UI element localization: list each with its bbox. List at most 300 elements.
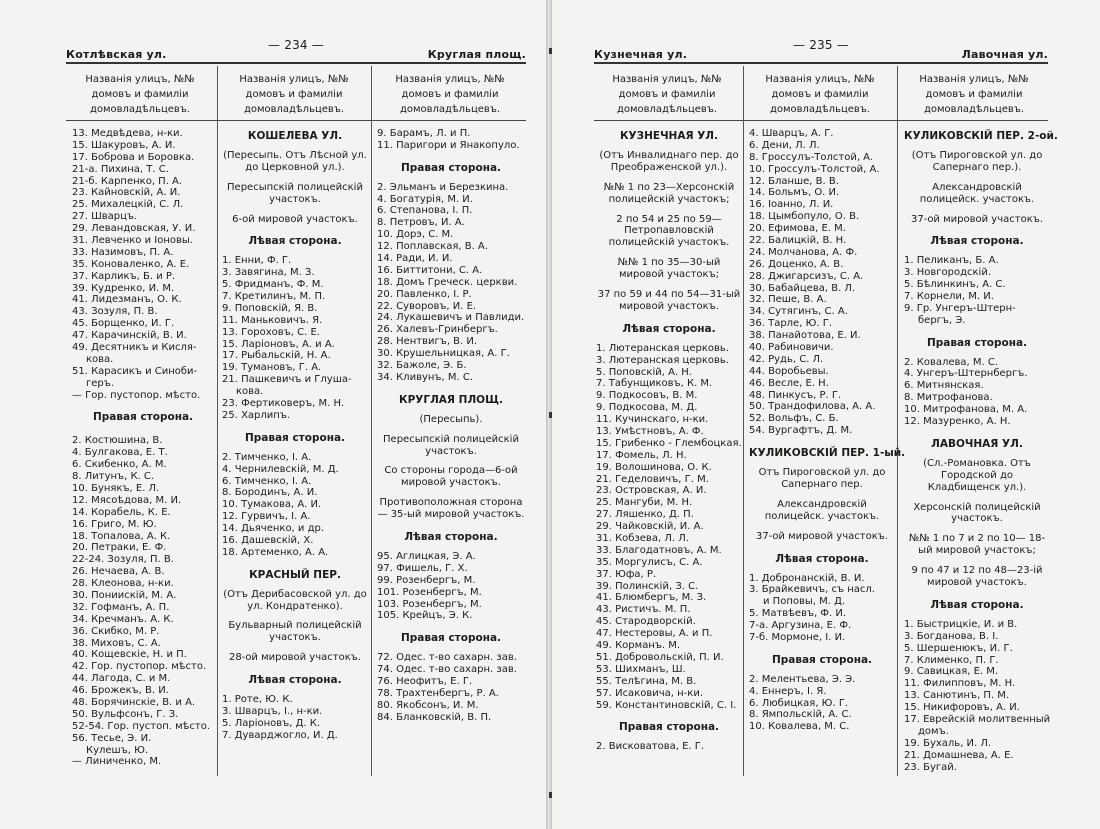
column-heading: Названія улицъ, №№ домовъ и фамиліи домовладѣльцевъ.: [919, 74, 1029, 115]
entry-continuation: кова.: [86, 353, 114, 365]
owner-entry: 5. Фридманъ, Ф. М.: [222, 279, 324, 291]
section-heading: Правая сторона.: [400, 161, 502, 174]
owner-entry: 38. Миховъ, С. А.: [72, 637, 161, 649]
owner-entry: 6. Скибенко, А. М.: [72, 459, 167, 471]
owner-entry: 19. Тумановъ, Г. А.: [222, 362, 322, 374]
spacer: [222, 664, 368, 672]
section-heading: Лѣвая сторона.: [930, 235, 1024, 248]
spacer: [904, 206, 1050, 214]
owner-entry: 13. Умѣстновъ, А. Ф.: [596, 426, 704, 438]
spacer: [596, 711, 742, 719]
spacer: [904, 589, 1050, 597]
spacer: [377, 457, 525, 465]
owner-entry: 7-б. Мормоне, І. И.: [749, 631, 846, 643]
owner-entry: 12. Гурвичъ, І. А.: [222, 511, 311, 523]
spacer: [596, 174, 742, 182]
spacer: [377, 521, 525, 529]
owner-entry: 5. Поповскій, А. Н.: [596, 366, 692, 378]
directory-column: [596, 128, 742, 753]
owner-entry: 9. Савицкая, Е. М.: [904, 666, 999, 678]
owner-entry: 55. Телѣгина, М. В.: [596, 675, 697, 687]
owner-entry: 20. Петраки, Е. Ф.: [72, 542, 167, 554]
owner-entry: 23. Кайновскій, А. И.: [72, 187, 181, 199]
header-right-street: Лавочная ул.: [961, 48, 1048, 61]
owner-entry: 21. Домашнева, А. Е.: [904, 749, 1014, 761]
owner-entry: 24. Лукашевичъ и Павлиди.: [377, 312, 525, 324]
owner-entry: 12. Поплавская, В. А.: [377, 241, 488, 253]
owner-entry: 23. Фертиковеръ, М. Н.: [222, 398, 345, 410]
owner-entry: 23. Островская, А. И.: [596, 485, 707, 497]
owner-entry: 1. Лютеранская церковь.: [596, 342, 729, 354]
owner-entry: 10. Бунякъ, Е. Л.: [72, 482, 160, 494]
spacer: [596, 206, 742, 214]
owner-entry: 16. Биттитони, С. А.: [377, 264, 483, 276]
directory-column: [749, 128, 906, 733]
section-heading: Правая сторона.: [92, 411, 194, 424]
owner-entry: 48. Борячинскіе, В. и А.: [72, 696, 196, 708]
owner-entry: 31. Кобзева, Л. Л.: [596, 533, 689, 545]
section-heading: Лѣвая сторона.: [775, 552, 869, 565]
spacer: [749, 543, 895, 551]
owner-entry: — Линиченко, М.: [72, 756, 162, 768]
owner-entry: 54. Вургафтъ, Д. М.: [749, 425, 853, 437]
right-page: [552, 0, 1100, 829]
owner-entry: 34. Сутягинъ, С. А.: [749, 306, 848, 318]
street-description: (Отъ Пироговской ул. до Сапернаго пер.).: [911, 149, 1043, 173]
owner-entry: 48. Пинкусъ, Р. Г.: [749, 389, 842, 401]
street-description: Александровскій полицейск. участокъ.: [764, 498, 880, 522]
spacer: [222, 225, 368, 233]
owner-entry: 8. Ямпольскій, А. С.: [749, 709, 852, 721]
owner-entry: 33. Назимовъ, П. А.: [72, 246, 174, 258]
header-right-street: Круглая площ.: [427, 48, 526, 61]
owner-entry: 74. Одес. т-во сахарн. зав.: [377, 664, 517, 676]
owner-entry: 4. Унгеръ-Штернбергъ.: [904, 368, 1028, 380]
owner-entry: 25. Мангуби, М. Н.: [596, 497, 693, 509]
owner-entry: 3. Завягина, М. З.: [222, 267, 315, 279]
owner-entry: 26. Халевъ-Гринбергъ.: [377, 324, 498, 336]
column-divider: [897, 66, 898, 776]
header-left-street: Кузнечная ул.: [594, 48, 688, 61]
owner-entry: 14. Больмъ, О. И.: [749, 187, 840, 199]
owner-entry: 8. Гроссулъ-Толстой, А.: [749, 151, 874, 163]
owner-entry: 5. Шершенюкъ, И. Г.: [904, 642, 1013, 654]
owner-entry: 84. Бланковскій, В. П.: [377, 711, 492, 723]
spacer: [72, 401, 214, 409]
owner-entry: 27. Шварцъ.: [72, 211, 138, 223]
owner-entry: 52-54. Гор. пустоп. мѣсто.: [72, 720, 211, 732]
owner-entry: 12. Мазуренко, А. Н.: [904, 416, 1011, 428]
street-description: Бульварный полицейскій участокъ.: [228, 620, 362, 644]
spacer: [904, 174, 1050, 182]
owner-entry: 17. Еврейскій молитвенный: [904, 714, 1051, 726]
owner-entry: 16. Дашевскій, Х.: [222, 534, 314, 546]
owner-entry: 14. Ради, И. И.: [377, 253, 453, 265]
table-head-rule: [66, 120, 526, 121]
spacer: [904, 327, 1050, 335]
owner-entry: 17. Фомель, Л. Н.: [596, 449, 687, 461]
owner-entry: 4. Богатурія, М. И.: [377, 193, 473, 205]
directory-column: [72, 128, 214, 768]
street-description: (Отъ Дерибасовской ул. до ул. Кондратенко).: [223, 588, 367, 612]
street-description: Со стороны города—6-ой мировой участокъ.: [384, 465, 518, 489]
owner-entry: 23. Бугай.: [904, 761, 957, 773]
owner-entry: 29. Чайковскій, И. А.: [596, 521, 704, 533]
owner-entry: 97. Фишель, Г. Х.: [377, 562, 468, 574]
running-header: [594, 38, 1048, 62]
section-heading: КУЛИКОВСКІЙ ПЕР. 1-ый.: [749, 447, 906, 460]
owner-entry: 45. Борщенко, И. Г.: [72, 318, 175, 330]
owner-entry: 52. Вольфъ, С. Б.: [749, 413, 839, 425]
owner-entry: 12. Бланше, В. В.: [749, 175, 839, 187]
owner-entry: 29. Левандовская, У. И.: [72, 223, 196, 235]
owner-entry: 15. Грибенко - Глембоцкая.: [596, 437, 742, 449]
owner-entry: 17. Боброва и Боровка.: [72, 151, 195, 163]
owner-entry: 7-а. Аргузина, Е. Ф.: [749, 620, 852, 632]
spacer: [72, 427, 214, 435]
owner-entry: 3. Лютеранская церковь.: [596, 354, 729, 366]
owner-entry: 6. Митнянская.: [904, 380, 984, 392]
section-heading: Правая сторона.: [771, 653, 873, 666]
owner-entry: 44. Лагода, С. и М.: [72, 673, 171, 685]
spacer: [596, 281, 742, 289]
owner-entry: 59. Константиновскій, С. І.: [596, 699, 737, 711]
owner-entry: 42. Рудь, С. Л.: [749, 353, 824, 365]
owner-entry: 2. Эльманъ и Березкина.: [377, 181, 509, 193]
owner-entry: 36. Скибко, М. Р.: [72, 625, 160, 637]
owner-entry: 39. Кудренко, И. М.: [72, 282, 175, 294]
owner-entry: 37. Юфа, Р.: [596, 568, 657, 580]
entry-continuation: кова.: [236, 386, 264, 398]
owner-entry: 43. Ристичъ. М. П.: [596, 604, 691, 616]
spacer: [596, 313, 742, 321]
column-heading: Названія улицъ, №№ домовъ и фамиліи домовладѣльцевъ.: [395, 74, 505, 115]
owner-entry: 18. Артеменко, А. А.: [222, 546, 329, 558]
owner-entry: 15. Шакуровъ, А. И.: [72, 139, 176, 151]
street-description: 6-ой мировой участокъ.: [232, 213, 358, 225]
owner-entry: 45. Стародворскій.: [596, 616, 696, 628]
owner-entry: 13. Гороховъ, С. Е.: [222, 326, 320, 338]
table-head-rule: [594, 120, 1048, 121]
owner-entry: 9. Барамъ, Л. и П.: [377, 128, 471, 139]
owner-entry: 4. Еннеръ, І. Я.: [749, 685, 827, 697]
owner-entry: 10. Ковалева, М. С.: [749, 721, 850, 733]
street-description: №№ 1 по 23—Херсонскій полицейскій участокъ;: [603, 181, 735, 205]
directory-column: [904, 128, 1058, 773]
owner-entry: 16. Іоанно, Л. И.: [749, 199, 834, 211]
owner-entry: 6. Тимченко, І. А.: [222, 475, 312, 487]
owner-entry: 18. Цымбопуло, О. В.: [749, 211, 860, 223]
owner-entry: 5. Бѣлинкинъ, А. С.: [904, 279, 1006, 291]
owner-entry: 2. Ковалева, М. С.: [904, 356, 999, 368]
owner-entry: 32. Бажоле, Э. Б.: [377, 360, 467, 372]
owner-entry: 21-а. Пихина, Т. С.: [72, 163, 169, 175]
owner-entry: 14. Корабель, К. Е.: [72, 506, 171, 518]
header-rule: [594, 62, 1048, 64]
left-page: [0, 0, 546, 829]
owner-entry: 10. Митрофанова, М. А.: [904, 404, 1028, 416]
section-heading: Лѣвая сторона.: [622, 322, 716, 335]
running-header: [66, 38, 526, 62]
owner-entry: 35. Моргулисъ, С. А.: [596, 556, 703, 568]
column-divider: [371, 66, 372, 776]
street-description: (Отъ Инвалиднаго пер. до Преображенской ул.).: [599, 149, 739, 173]
owner-entry: 53. Шихманъ, Ш.: [596, 663, 686, 675]
spacer: [377, 384, 525, 392]
street-description: Отъ Пироговской ул. до Сапернаго пер.: [758, 467, 886, 490]
owner-entry: 49. Десятникъ и Кисля-: [72, 342, 197, 354]
owner-entry: 8. Бородинъ, А. И.: [222, 487, 318, 499]
owner-entry: 10. Гроссулъ-Толстой, А.: [749, 163, 880, 175]
street-description: 28-ой мировой участокъ.: [228, 652, 361, 664]
owner-entry: 103. Розенбергъ, М.: [377, 598, 482, 610]
street-description: 2 по 54 и 25 по 59—Петропавловскій полицейскій участокъ.: [608, 213, 730, 249]
owner-entry: 1. Добронанскій, В. И.: [749, 572, 865, 584]
owner-entry: 47. Карачинскій, В. И.: [72, 330, 187, 342]
owner-entry: 25. Харлипъ.: [222, 409, 291, 421]
owner-entry: 12. Мясоѣдова, М. И.: [72, 494, 182, 506]
street-description: Противоположная сторона— 35-ый мировой участокъ.: [377, 497, 525, 521]
street-description: Херсонскій полицейскій участокъ.: [913, 501, 1041, 525]
owner-entry: 3. Шварцъ, І., н-ки.: [222, 705, 323, 717]
street-description: Александровскій полицейск. участокъ.: [919, 181, 1035, 205]
owner-entry: 50. Вульфсонъ, Г. З.: [72, 708, 179, 720]
owner-entry: 40. Рабиновичи.: [749, 342, 834, 354]
street-description: 37 по 59 и 44 по 54—31-ый мировой участокъ.: [597, 289, 741, 312]
owner-entry: 78. Трахтенбергъ, Р. А.: [377, 687, 499, 699]
entry-continuation: геръ.: [86, 377, 114, 389]
owner-entry: 76. Неофитъ, Е. Г.: [377, 676, 473, 688]
owner-entry: 30. Бабайцева, В. Л.: [749, 282, 856, 294]
section-heading: Лѣвая сторона.: [248, 674, 342, 687]
header-rule: [66, 62, 526, 64]
section-heading: КОШЕЛЕВА УЛ.: [247, 130, 343, 142]
owner-entry: 2. Тимченко, І. А.: [222, 451, 312, 463]
owner-entry: 33. Благодатновъ, А. М.: [596, 544, 722, 556]
owner-entry: 24. Молчанова, А. Ф.: [749, 246, 858, 258]
owner-entry: 7. Корнели, М. И.: [904, 291, 994, 303]
owner-entry: 15. Никифоровъ, А. И.: [904, 702, 1020, 714]
spacer: [749, 523, 895, 531]
owner-entry: 99. Розенбергъ, М.: [377, 574, 476, 586]
owner-entry: 9. Подкосовъ, В. М.: [596, 390, 698, 402]
owner-entry: 2. Костюшина, В.: [72, 435, 163, 447]
owner-entry: 32. Гофманъ, А. П.: [72, 601, 170, 613]
owner-entry: 7. Клименко, П. Г.: [904, 654, 999, 666]
section-heading: ЛАВОЧНАЯ УЛ.: [931, 437, 1023, 450]
owner-entry: 11. Маньковичъ. Я.: [222, 314, 323, 326]
header-left-street: Котлѣвская ул.: [66, 48, 167, 61]
owner-entry: 1. Пеликанъ, Б. А.: [904, 255, 999, 267]
owner-entry: 15. Ларіоновъ, А. и А.: [222, 338, 335, 350]
owner-entry: 19. Волошинова, О. К.: [596, 461, 712, 473]
section-heading: Правая сторона.: [618, 721, 720, 734]
page-number: — 235 —: [793, 38, 849, 52]
owner-entry: 35. Коноваленко, А. Е.: [72, 258, 190, 270]
owner-entry: 21. Геделовичъ, Г. М.: [596, 473, 709, 485]
owner-entry: 5. Ларіоновъ, Д. К.: [222, 717, 321, 729]
owner-entry: 4. Шварцъ, А. Г.: [749, 128, 834, 139]
spacer: [377, 426, 525, 434]
owner-entry: 51. Добровольскій, П. И.: [596, 651, 724, 663]
owner-entry: 25. Михалецкій, С. Л.: [72, 199, 184, 211]
street-description: (Пересыпь. Отъ Лѣсной ул. до Церковной ул.).: [223, 149, 367, 173]
owner-entry: 7. Кретилинъ, М. П.: [222, 291, 326, 303]
owner-entry: 30. Крушельницкая, А. Г.: [377, 348, 510, 360]
section-heading: КУЛИКОВСКІЙ ПЕР. 2-ой.: [904, 130, 1058, 142]
owner-entry: 49. Корманъ. М.: [596, 640, 681, 652]
spacer: [904, 525, 1050, 533]
owner-entry: 11. Филипповъ, М. Н.: [904, 678, 1016, 690]
owner-entry: 46. Весле, Е. Н.: [749, 377, 829, 389]
owner-entry: 43. Зозуля, П. В.: [72, 306, 158, 318]
spacer: [749, 437, 895, 445]
owner-entry: 95. Аглицкая, Э. А.: [377, 550, 476, 562]
owner-entry: 9. Подкосова, М. Д.: [596, 402, 698, 414]
owner-entry: 18. Топалова, А. К.: [72, 530, 171, 542]
street-description: №№ 1 по 7 и 2 по 10— 18-ый мировой участокъ;: [908, 533, 1046, 557]
street-description: Пересыпскій полицейскій участокъ.: [227, 181, 363, 205]
entry-continuation: бергъ, Э.: [918, 314, 966, 326]
owner-entry: 37. Карликъ, Б. и Р.: [72, 270, 176, 282]
spacer: [749, 491, 895, 499]
owner-entry: 50. Трандофилова, А. А.: [749, 401, 876, 413]
owner-entry: 22-24. Зозуля, П. В.: [72, 554, 174, 566]
owner-entry: 51. Карасикъ и Синоби-: [72, 365, 198, 377]
street-description: №№ 1 по 35—30-ый мировой участокъ;: [617, 257, 721, 281]
spacer: [222, 206, 368, 214]
owner-entry: 7. Табунщиковъ, К. М.: [596, 378, 713, 390]
directory-column: [377, 128, 525, 724]
owner-entry: 42. Гор. пустопор. мѣсто.: [72, 661, 207, 673]
owner-entry: 41. Лидезманъ, О. К.: [72, 294, 182, 306]
owner-entry: 38. Панайотова, Е. И.: [749, 330, 861, 342]
spacer: [377, 489, 525, 497]
entry-continuation: и Поповы, М. Д.: [763, 596, 846, 608]
owner-entry: 57. Исаковича, н-ки.: [596, 687, 703, 699]
owner-entry: 46. Брожекъ, В. И.: [72, 685, 169, 697]
street-description: 37-ой мировой участокъ.: [755, 530, 888, 542]
owner-entry: 22. Суворовъ, И. Е.: [377, 300, 477, 312]
section-heading: Правая сторона.: [244, 431, 346, 444]
owner-entry: 36. Тарле, Ю. Г.: [749, 318, 832, 330]
column-heading: Названія улицъ, №№ домовъ и фамиліи домовладѣльцевъ.: [612, 74, 722, 115]
owner-entry: 11. Паригори и Янакопуло.: [377, 139, 520, 151]
owner-entry: 26. Нечаева, А. В.: [72, 566, 165, 578]
street-description: (Сл.-Романовка. Отъ Городской до Кладбищенск ул.).: [923, 457, 1031, 493]
section-heading: Лѣвая сторона.: [404, 531, 498, 544]
owner-entry: 105. Крейцъ, Э. К.: [377, 610, 473, 622]
owner-entry: 16. Григо, М. Ю.: [72, 518, 157, 530]
owner-entry: 28. Нентвигъ, В. И.: [377, 336, 478, 348]
owner-entry: 34. Кливунъ, М. С.: [377, 371, 473, 383]
owner-entry: 8. Петровъ, И. А.: [377, 217, 465, 229]
owner-entry: 6. Дени, Л. Л.: [749, 139, 820, 151]
owner-entry: 2. Висковатова, Е. Г.: [596, 741, 705, 753]
spacer: [904, 225, 1050, 233]
owner-entry: 28. Клеонова, н-ки.: [72, 578, 174, 590]
column-heading: Названія улицъ, №№ домовъ и фамиліи домовладѣльцевъ.: [239, 74, 349, 115]
owner-entry: 1. Енни, Ф. Г.: [222, 255, 292, 267]
section-heading: КРУГЛАЯ ПЛОЩ.: [399, 393, 503, 406]
owner-entry: 19. Бухаль, И. Л.: [904, 737, 992, 749]
section-heading: Лѣвая сторона.: [248, 235, 342, 248]
spacer: [222, 559, 368, 567]
owner-entry: 34. Кречманъ. А. К.: [72, 613, 174, 625]
column-heading: Названія улицъ, №№ домовъ и фамиліи домовладѣльцевъ.: [765, 74, 875, 115]
owner-entry: 21-б. Карпенко, П. А.: [72, 175, 183, 187]
owner-entry: 22. Балицкій, В. Н.: [749, 235, 847, 247]
owner-entry: 39. Полинскій, З. С.: [596, 580, 699, 592]
owner-entry: 10. Дорэ, С. М.: [377, 229, 454, 241]
owner-entry: 18. Домъ Греческ. церкви.: [377, 276, 518, 288]
owner-entry: 47. Нестеровы, А. и П.: [596, 628, 713, 640]
section-heading: Лѣвая сторона.: [930, 599, 1024, 611]
owner-entry: 1. Роте, Ю. К.: [222, 694, 293, 706]
owner-entry: 56. Тесье, Э. И.: [72, 732, 152, 744]
owner-entry: 3. Богданова, В. І.: [904, 630, 999, 642]
owner-entry: 7. Дуварджогло, И. Д.: [222, 729, 338, 741]
owner-entry: 14. Дьяченко, и др.: [222, 523, 325, 535]
owner-entry: — Гор. пустопор. мѣсто.: [72, 389, 201, 401]
owner-entry: 27. Ляшенко, Д. П.: [596, 509, 694, 521]
owner-entry: 41. Блюмбергъ, М. З.: [596, 592, 707, 604]
section-heading: КУЗНЕЧНАЯ УЛ.: [619, 130, 719, 142]
spacer: [222, 644, 368, 652]
owner-entry: 5. Матвѣевъ, Ф. И.: [749, 608, 847, 620]
street-description: 37-ой мировой участокъ.: [910, 213, 1043, 225]
entry-continuation: домъ.: [918, 725, 949, 737]
owner-entry: 31. Левченко и Іоновы.: [72, 235, 193, 247]
section-heading: КРАСНЫЙ ПЕР.: [249, 568, 341, 581]
section-heading: Правая сторона.: [926, 336, 1028, 349]
spacer: [596, 249, 742, 257]
owner-entry: 2. Мелентьева, Э. Э.: [749, 673, 856, 685]
column-heading: Названія улицъ, №№ домовъ и фамиліи домовладѣльцевъ.: [85, 74, 195, 115]
spacer: [222, 422, 368, 430]
owner-entry: 20. Павленко, І. Р.: [377, 288, 472, 300]
owner-entry: 8. Митрофанова.: [904, 392, 993, 404]
owner-entry: 101. Розенбергъ, М.: [377, 586, 482, 598]
page-number: — 234 —: [268, 38, 324, 52]
owner-entry: 11. Кучинскаго, н-ки.: [596, 414, 709, 426]
column-divider: [217, 66, 218, 776]
owner-entry: 32. Пеше, В. А.: [749, 294, 827, 306]
spacer: [904, 428, 1050, 436]
street-description: (Пересыпь).: [419, 413, 483, 425]
spacer: [222, 174, 368, 182]
owner-entry: 21. Пашкевичъ и Глуша-: [222, 374, 352, 386]
owner-entry: 10. Тумакова, А. И.: [222, 499, 322, 511]
street-description: 9 по 47 и 12 по 48—23-ій мировой участокъ.: [911, 565, 1043, 589]
owner-entry: 6. Степанова, І. П.: [377, 205, 473, 217]
owner-entry: 4. Чернилевскій, М. Д.: [222, 463, 339, 475]
owner-entry: 28. Джигарсизъ, С. А.: [749, 270, 864, 282]
owner-entry: 72. Одес. т-во сахарн. зав.: [377, 652, 517, 664]
street-description: Пересыпскій полицейскій участокъ.: [383, 433, 519, 457]
owner-entry: 9. Поповскій, Я. В.: [222, 302, 318, 314]
directory-column: [222, 128, 368, 742]
entry-continuation: Кулешъ, Ю.: [86, 744, 149, 756]
owner-entry: 9. Гр. Унгеръ-Штерн-: [904, 302, 1016, 314]
owner-entry: 17. Рыбальскій, Н. А.: [222, 350, 331, 362]
owner-entry: 40. Кощевскіе, Н. и П.: [72, 649, 187, 661]
section-heading: Правая сторона.: [400, 632, 502, 645]
owner-entry: 30. Пониискій, М. А.: [72, 589, 177, 601]
owner-entry: 80. Якобсонъ, И. М.: [377, 699, 479, 711]
spacer: [377, 622, 525, 630]
spacer: [377, 152, 525, 160]
